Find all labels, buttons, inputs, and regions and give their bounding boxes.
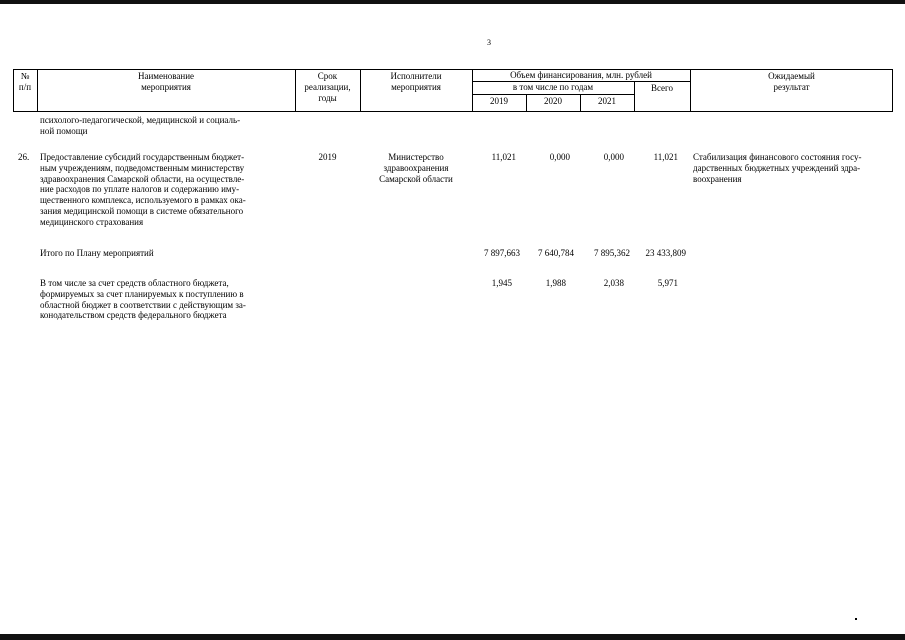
- continuation-text: психолого-педагогической, медицинской и социаль- ной помощи: [40, 115, 241, 136]
- header-by-years: в том числе по годам: [512, 82, 594, 92]
- totals-2021: 7 895,362: [594, 248, 630, 258]
- row-name: Предоставление субсидий государственным бюджет- ным учреждениям, подведомственным министерству здравоохранения Самарской области, на осуществле- ние расходов по уплате налогов и содержанию иму- щественного комплекса, используемого в рамках ока- зания медицинской помощи в системе обязательного медицинского страхования: [40, 152, 246, 227]
- scan-speck: [855, 618, 857, 620]
- regional-2020: 1,988: [545, 278, 566, 288]
- row-executor: Министерство здравоохранения Самарской области: [379, 152, 453, 184]
- header-total: Всего: [650, 83, 674, 93]
- row-term: 2019: [318, 152, 337, 162]
- row-result: Стабилизация финансового состояния госу- дарственных бюджетных учреждений здра- воохранения: [693, 152, 862, 184]
- header-volume: Объем финансирования, млн. рублей: [510, 70, 652, 80]
- header-2020: 2020: [544, 96, 562, 106]
- header-num: № п/п: [18, 71, 32, 92]
- top-border: [0, 0, 905, 4]
- row-2020: 0,000: [549, 152, 570, 162]
- row-total: 11,021: [653, 152, 678, 162]
- header-expected: Ожидаемый результат: [768, 71, 815, 92]
- row-number: 26.: [18, 152, 30, 162]
- header-executors: Исполнители мероприятия: [390, 71, 442, 92]
- regional-label: В том числе за счет средств областного бюджета, формируемых за счет планируемых к поступлению в областной бюджет в соответствии с действующим за- конодательством средств федерального бюджета: [40, 278, 246, 321]
- header-term: Срок реализации, годы: [304, 71, 351, 103]
- totals-2020: 7 640,784: [538, 248, 574, 258]
- bottom-border: [0, 634, 905, 640]
- totals-total: 23 433,809: [645, 248, 686, 258]
- totals-2019: 7 897,663: [484, 248, 520, 258]
- regional-total: 5,971: [657, 278, 678, 288]
- header-2021: 2021: [598, 96, 616, 106]
- regional-2019: 1,945: [491, 278, 512, 288]
- header-name: Наименование мероприятия: [137, 71, 195, 92]
- totals-label: Итого по Плану мероприятий: [40, 248, 154, 258]
- row-divider: [472, 94, 634, 95]
- row-2021: 0,000: [603, 152, 624, 162]
- page-number: 3: [487, 38, 491, 47]
- row-2019: 11,021: [491, 152, 516, 162]
- regional-2021: 2,038: [603, 278, 624, 288]
- header-2019: 2019: [490, 96, 508, 106]
